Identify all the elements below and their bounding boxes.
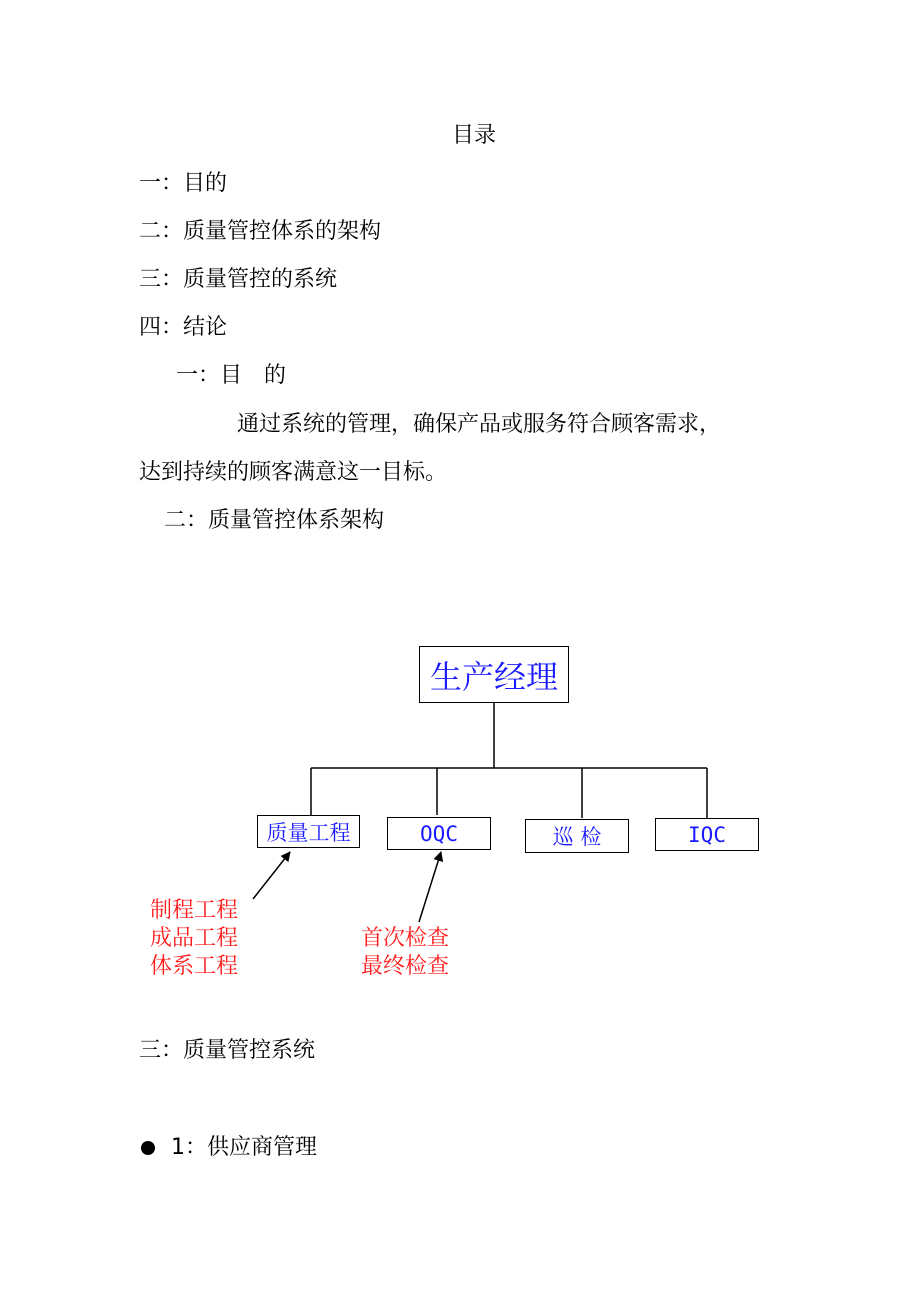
- section-heading-system: 三：质量管控系统: [139, 1038, 316, 1063]
- annotation-arrow: [419, 852, 441, 922]
- toc-item: 三：质量管控的系统: [139, 267, 338, 292]
- purpose-paragraph-line: 通过系统的管理，确保产品或服务符合顾客需求，: [237, 412, 722, 437]
- org-node-patrol-inspection: 巡 检: [525, 819, 629, 853]
- section-heading-purpose: 一：目 的: [176, 363, 287, 388]
- annotation-line: 成品工程: [149, 926, 238, 951]
- annotation-line: 最终检查: [360, 954, 449, 979]
- list-item: 1：供应商管理: [171, 1135, 317, 1160]
- annotation-line: 体系工程: [149, 954, 238, 979]
- toc-item: 二：质量管控体系的架构: [139, 219, 382, 244]
- toc-title: 目录: [451, 123, 496, 148]
- purpose-paragraph-line: 达到持续的顾客满意这一目标。: [139, 460, 448, 485]
- annotation-arrow: [253, 852, 290, 899]
- org-node-quality-engineering: 质量工程: [257, 815, 360, 848]
- annotation-quality-engineering: [140, 897, 248, 981]
- section-heading-structure: 二：质量管控体系架构: [164, 508, 385, 533]
- org-node-iqc: IQC: [655, 818, 759, 851]
- annotation-line: 首次检查: [360, 926, 449, 951]
- annotation-line: 制程工程: [149, 898, 238, 923]
- toc-item: 一：目的: [139, 171, 228, 196]
- org-node-production-manager: 生产经理: [419, 646, 569, 703]
- annotation-oqc: [351, 925, 459, 981]
- toc-item: 四：结论: [139, 315, 228, 340]
- org-node-oqc: OQC: [387, 817, 491, 850]
- bullet-icon: [141, 1141, 155, 1155]
